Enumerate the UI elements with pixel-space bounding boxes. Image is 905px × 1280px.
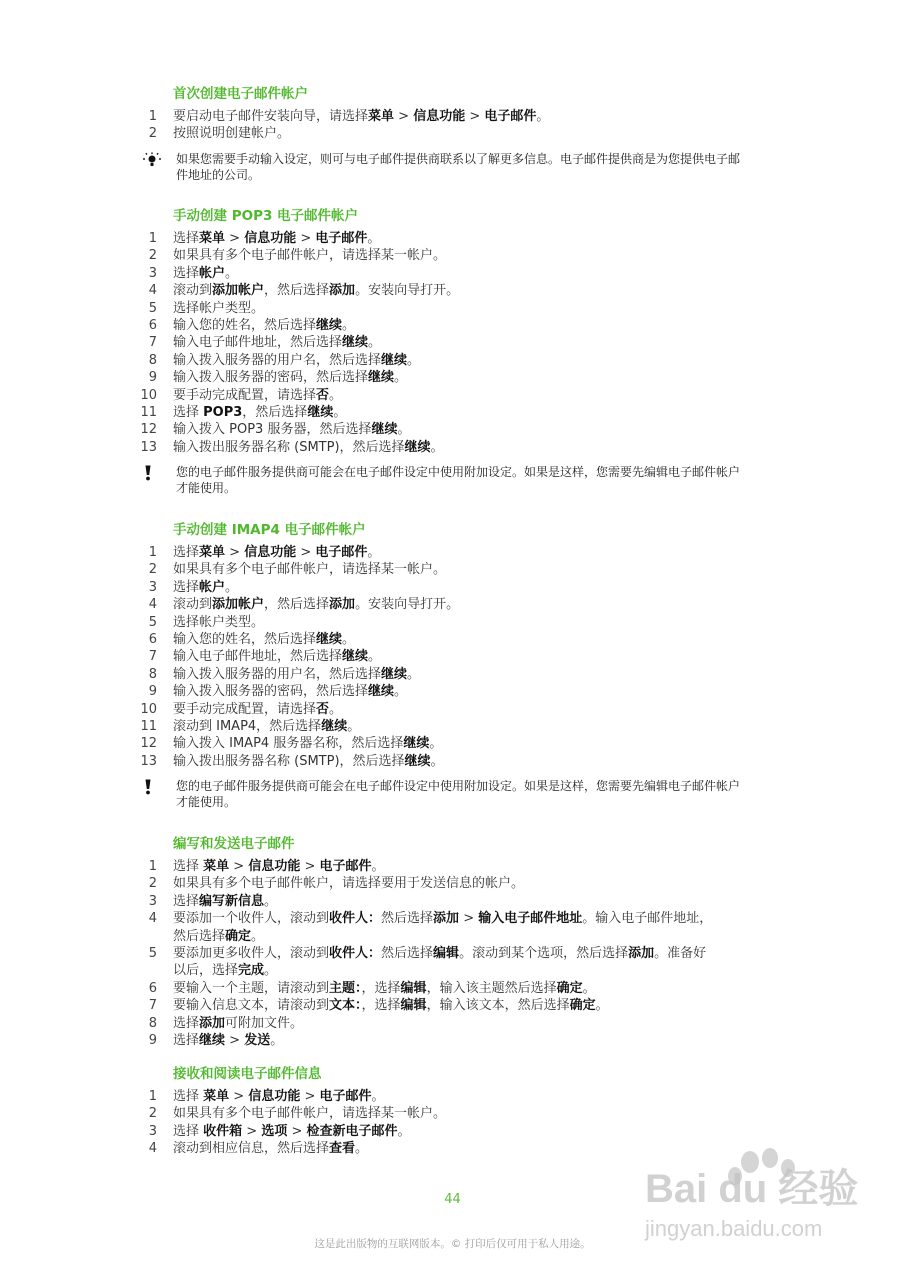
- step-number: 3: [148, 265, 157, 281]
- step-number: 7: [148, 998, 157, 1014]
- step-number: 6: [148, 980, 157, 996]
- step-number: 1: [148, 545, 157, 560]
- note-text: 您的电子邮件服务提供商可能会在电子邮件设定中使用附加设定。如果是这样，您需要先编辑电子邮件帐户才能使用。: [176, 465, 741, 496]
- step-text: 如果具有多个电子邮件帐户，请选择某一帐户。: [173, 562, 447, 578]
- step-number: 12: [140, 736, 157, 752]
- step-number: 4: [148, 597, 157, 613]
- step-text: 滚动到添加帐户，然后选择添加。安装向导打开。: [173, 283, 460, 299]
- step-number: 6: [148, 632, 157, 648]
- step-list: [140, 230, 780, 456]
- tip-note: [140, 151, 780, 183]
- step-number: 3: [148, 1123, 157, 1139]
- step-item: [140, 648, 780, 665]
- step-item: [140, 317, 780, 334]
- step-list: [140, 544, 780, 770]
- step-item: [140, 421, 780, 438]
- section-title: 手动创建 POP3 电子邮件帐户: [173, 208, 359, 224]
- section-first-account: [140, 86, 780, 183]
- step-text: 滚动到相应信息，然后选择查看。: [173, 1141, 369, 1157]
- step-text: 要启动电子邮件安装向导，请选择菜单 > 信息功能 > 电子邮件。: [173, 109, 550, 124]
- step-item: [140, 369, 780, 386]
- step-number: 5: [148, 946, 157, 962]
- step-number: 10: [140, 387, 157, 403]
- step-number: 1: [148, 109, 157, 124]
- step-item: [140, 893, 780, 910]
- step-number: 1: [148, 1089, 157, 1104]
- step-text: 输入拨入服务器的密码，然后选择继续。: [173, 684, 408, 700]
- step-item: [140, 701, 780, 718]
- step-text: 选择 收件箱 > 选项 > 检查新电子邮件。: [173, 1123, 411, 1139]
- step-item: [140, 544, 780, 561]
- step-item: [140, 596, 780, 613]
- step-item: [140, 683, 780, 700]
- watermark-url: jingyan.baidu.com: [645, 1216, 823, 1241]
- step-number: 13: [140, 753, 157, 769]
- step-number: 1: [148, 231, 157, 246]
- step-text: 选择帐户类型。: [173, 300, 265, 316]
- section-title: 首次创建电子邮件帐户: [173, 86, 308, 102]
- step-text: 选择 菜单 > 信息功能 > 电子邮件。: [173, 1089, 385, 1104]
- step-item: [140, 980, 780, 997]
- step-item: [140, 579, 780, 596]
- step-text: 选择帐户。: [173, 265, 239, 281]
- step-number: 2: [148, 1106, 157, 1122]
- step-number: 4: [148, 1141, 157, 1157]
- step-number: 5: [148, 300, 157, 316]
- step-item: [140, 265, 780, 282]
- step-text: 输入拨入服务器的用户名，然后选择继续。: [173, 666, 421, 682]
- step-list: [140, 108, 780, 143]
- step-number: 2: [148, 876, 157, 892]
- step-item: [140, 945, 780, 980]
- step-number: 9: [148, 1033, 157, 1049]
- step-number: 13: [140, 439, 157, 455]
- step-number: 8: [148, 352, 157, 368]
- step-number: 2: [148, 562, 157, 578]
- step-item: [140, 631, 780, 648]
- step-number: 11: [140, 405, 157, 421]
- step-number: 8: [148, 1015, 157, 1031]
- step-number: 7: [148, 649, 157, 665]
- footer-text: 这是此出版物的互联网版本。© 打印后仅可用于私人用途。: [314, 1238, 591, 1250]
- step-text: 输入电子邮件地址，然后选择继续。: [173, 335, 382, 351]
- step-item: [140, 125, 780, 142]
- step-text: 选择 POP3，然后选择继续。: [173, 405, 347, 421]
- step-item: [140, 247, 780, 264]
- step-text: 选择编写新信息。: [173, 893, 278, 909]
- step-item: [140, 352, 780, 369]
- section-compose-send: [140, 836, 780, 1049]
- step-text: 滚动到 IMAP4，然后选择继续。: [173, 719, 361, 735]
- step-text: 选择继续 > 发送。: [173, 1033, 284, 1049]
- step-text: 输入拨入服务器的密码，然后选择继续。: [173, 370, 408, 386]
- step-text: 选择添加可附加文件。: [173, 1015, 304, 1031]
- step-number: 5: [148, 614, 157, 630]
- exclamation-icon: [140, 464, 166, 496]
- step-number: 9: [148, 370, 157, 386]
- step-item: [140, 753, 780, 770]
- exclamation-icon: [140, 778, 166, 810]
- step-item: [140, 910, 780, 945]
- step-item: [140, 439, 780, 456]
- step-text: 要添加一个收件人，滚动到收件人：然后选择添加 > 输入电子邮件地址。输入电子邮件地址，然后选择确定。: [173, 911, 713, 944]
- step-text: 输入您的姓名，然后选择继续。: [173, 632, 356, 648]
- step-item: [140, 997, 780, 1014]
- note-text: 如果您需要手动输入设定，则可与电子邮件提供商联系以了解更多信息。电子邮件提供商是为您提供电子邮件地址的公司。: [176, 151, 741, 182]
- step-number: 12: [140, 422, 157, 438]
- step-list: [140, 858, 780, 1049]
- step-number: 7: [148, 335, 157, 351]
- step-item: [140, 875, 780, 892]
- step-number: 4: [148, 911, 157, 927]
- step-item: [140, 858, 780, 875]
- step-item: [140, 108, 780, 125]
- step-text: 输入拨入 IMAP4 服务器名称，然后选择继续。: [173, 736, 443, 752]
- step-item: [140, 334, 780, 351]
- step-item: [140, 614, 780, 631]
- step-number: 1: [148, 859, 157, 874]
- step-text: 要输入信息文本，请滚动到文本：，选择编辑，输入该文本，然后选择确定。: [173, 998, 609, 1014]
- step-text: 选择菜单 > 信息功能 > 电子邮件。: [173, 231, 381, 246]
- step-number: 2: [148, 126, 157, 142]
- warning-note: [140, 464, 780, 496]
- step-item: [140, 1015, 780, 1032]
- step-item: [140, 1105, 780, 1122]
- step-item: [140, 300, 780, 317]
- step-text: 选择帐户。: [173, 579, 239, 595]
- step-text: 输入拨入服务器的用户名，然后选择继续。: [173, 352, 421, 368]
- step-text: 按照说明创建帐户。: [173, 126, 291, 142]
- step-item: [140, 387, 780, 404]
- step-number: 11: [140, 719, 157, 735]
- section-title: 接收和阅读电子邮件信息: [173, 1066, 322, 1082]
- section-imap4: [140, 522, 780, 810]
- step-item: [140, 404, 780, 421]
- baidu-watermark: [640, 1140, 880, 1260]
- watermark-brand: Bai du 经验: [645, 1167, 859, 1211]
- step-number: 8: [148, 666, 157, 682]
- step-text: 输入电子邮件地址，然后选择继续。: [173, 649, 382, 665]
- step-text: 要添加更多收件人，滚动到收件人：然后选择编辑。滚动到某个选项，然后选择添加。准备好以后，选择完成。: [173, 946, 707, 979]
- section-title: 编写和发送电子邮件: [173, 836, 295, 852]
- step-item: [140, 735, 780, 752]
- step-text: 要手动完成配置，请选择否。: [173, 701, 343, 717]
- step-item: [140, 718, 780, 735]
- step-number: 9: [148, 684, 157, 700]
- step-text: 选择帐户类型。: [173, 614, 265, 630]
- step-text: 要手动完成配置，请选择否。: [173, 387, 343, 403]
- step-text: 如果具有多个电子邮件帐户，请选择要用于发送信息的帐户。: [173, 876, 525, 892]
- step-text: 输入拨出服务器名称 (SMTP)，然后选择继续。: [173, 439, 444, 455]
- step-item: [140, 230, 780, 247]
- step-number: 3: [148, 893, 157, 909]
- step-text: 要输入一个主题，请滚动到主题：，选择编辑，输入该主题然后选择确定。: [173, 980, 596, 996]
- step-text: 滚动到添加帐户，然后选择添加。安装向导打开。: [173, 597, 460, 613]
- step-item: [140, 1088, 780, 1105]
- step-number: 4: [148, 283, 157, 299]
- section-title: 手动创建 IMAP4 电子邮件帐户: [173, 522, 366, 538]
- step-text: 如果具有多个电子邮件帐户，请选择某一帐户。: [173, 248, 447, 264]
- step-text: 输入您的姓名，然后选择继续。: [173, 318, 356, 334]
- note-text: 您的电子邮件服务提供商可能会在电子邮件设定中使用附加设定。如果是这样，您需要先编辑电子邮件帐户才能使用。: [176, 779, 741, 810]
- step-text: 输入拨出服务器名称 (SMTP)，然后选择继续。: [173, 753, 444, 769]
- lightbulb-icon: [140, 151, 166, 183]
- warning-note: [140, 778, 780, 810]
- step-item: [140, 1032, 780, 1049]
- step-text: 输入拨入 POP3 服务器，然后选择继续。: [173, 422, 411, 438]
- step-text: 选择 菜单 > 信息功能 > 电子邮件。: [173, 859, 385, 874]
- step-item: [140, 666, 780, 683]
- step-item: [140, 1123, 780, 1140]
- section-pop3: [140, 208, 780, 496]
- step-text: 如果具有多个电子邮件帐户，请选择某一帐户。: [173, 1106, 447, 1122]
- step-number: 2: [148, 248, 157, 264]
- step-item: [140, 282, 780, 299]
- page-number: 44: [444, 1192, 461, 1207]
- step-number: 6: [148, 318, 157, 334]
- step-number: 10: [140, 701, 157, 717]
- step-item: [140, 561, 780, 578]
- step-number: 3: [148, 579, 157, 595]
- step-text: 选择菜单 > 信息功能 > 电子邮件。: [173, 545, 381, 560]
